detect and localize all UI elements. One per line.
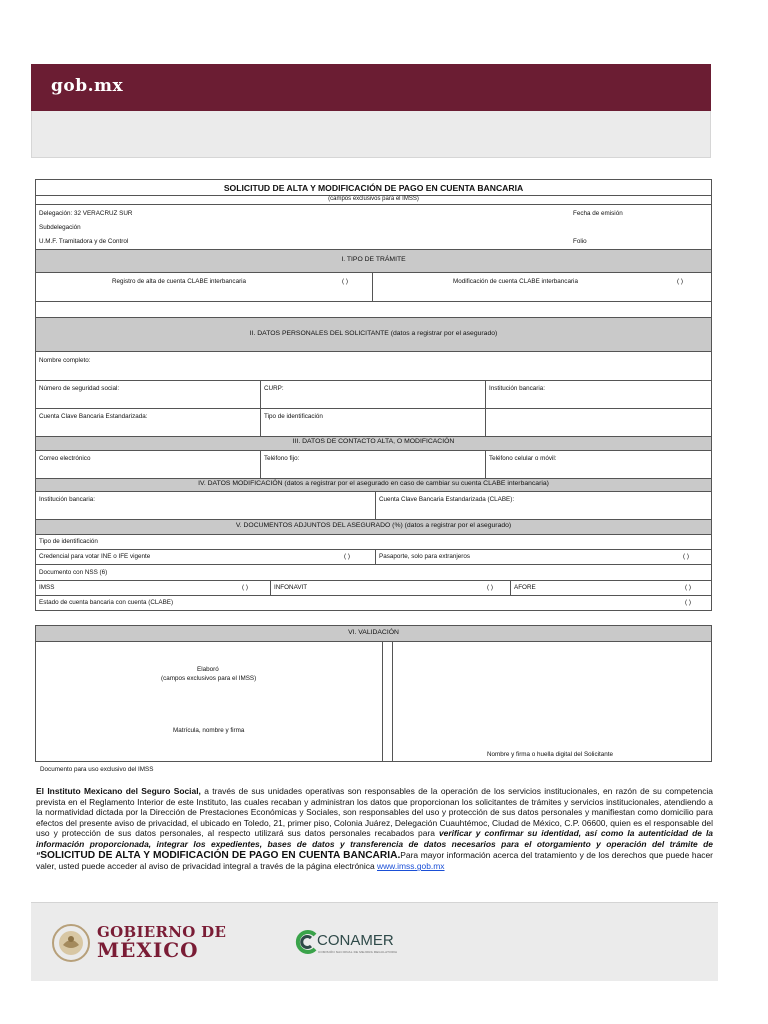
doc-imss-checkbox[interactable]: ( )	[242, 584, 248, 591]
form-title-row	[36, 180, 711, 196]
nss-cell[interactable]	[36, 381, 261, 408]
doc-infonavit-label: INFONAVIT	[274, 584, 308, 591]
nombre-row[interactable]	[36, 352, 711, 381]
correo-label: Correo electrónico	[39, 455, 91, 462]
tipo-id-cell[interactable]	[261, 409, 486, 436]
contacto-row	[36, 451, 711, 479]
tipo-id-label: Tipo de identificación	[264, 413, 323, 420]
firma-label: Nombre y firma o huella digital del Solicitante	[487, 751, 613, 758]
header-info-block	[36, 205, 711, 250]
privacy-text-2: Para mayor información acerca del tratamiento y de los derechos que puede hacer valer, usted puede acceder al aviso de privacidad integral a través de la página electrónica	[36, 849, 713, 872]
conamer-logo-text: CONAMER	[317, 932, 394, 949]
mexico-seal-icon	[51, 923, 91, 963]
subdelegacion-label: Subdelegación	[39, 224, 81, 231]
gob-mx-logo[interactable]: gob.mx	[51, 76, 124, 96]
modificacion-checkbox[interactable]: ( )	[677, 278, 683, 285]
modificacion-label: Modificación de cuenta CLABE interbancaria	[453, 278, 578, 285]
nombre-label: Nombre completo:	[39, 357, 91, 364]
imss-note-row	[36, 196, 711, 205]
alta-checkbox[interactable]: ( )	[342, 278, 348, 285]
doc-ine-label: Credencial para votar INE o IFE vigente	[39, 553, 151, 560]
elaboro-label: Elaboró	[197, 666, 219, 673]
validacion-row	[36, 642, 711, 762]
correo-cell[interactable]	[36, 451, 261, 478]
section-documentos	[36, 520, 711, 535]
tel-movil-label: Teléfono celular o móvil:	[489, 455, 557, 462]
doc-pasaporte-cell[interactable]	[376, 550, 713, 564]
doc-afore-label: AFORE	[514, 584, 536, 591]
header-bar	[31, 64, 711, 111]
mod-clabe-label: Cuenta Clave Bancaria Estandarizada (CLABE):	[379, 496, 515, 503]
doc-ine-cell[interactable]	[36, 550, 376, 564]
doc-pasaporte-label: Pasaporte, solo para extranjeros	[379, 553, 471, 560]
section-title: IV. DATOS MODIFICACIÓN (datos a registrar por el asegurado en caso de cambiar su cuenta CLABE interbancaria)	[198, 480, 549, 487]
section-validacion	[36, 626, 711, 642]
alta-label: Registro de alta de cuenta CLABE interbancaria	[112, 278, 247, 285]
doc-estado-row[interactable]	[36, 596, 711, 611]
nss-label: Número de seguridad social:	[39, 385, 120, 392]
privacy-emphasis: verificar y confirmar su identidad, así como la autenticidad de la información proporcionada, integrar los expedientes, bases de datos y transferencia de datos necesarios para el otorgamiento y operación del trámite de “	[36, 828, 713, 860]
doc-estado-checkbox[interactable]: ( )	[685, 599, 691, 606]
gob-line-2: MÉXICO	[97, 938, 199, 962]
mod-clabe-cell[interactable]	[376, 492, 713, 519]
elaboro-cell[interactable]	[36, 642, 383, 762]
form-validacion	[35, 625, 712, 762]
umf-label: U.M.F. Tramitadora y de Control	[39, 238, 129, 245]
section-title: VI. VALIDACIÓN	[348, 629, 399, 636]
matricula-label: Matrícula, nombre y firma	[173, 727, 245, 734]
mod-institucion-cell[interactable]	[36, 492, 376, 519]
doc-infonavit-checkbox[interactable]: ( )	[487, 584, 493, 591]
mod-institucion-label: Institución bancaria:	[39, 496, 96, 503]
privacy-notice	[36, 786, 713, 872]
section-contacto	[36, 437, 711, 451]
alta-cell[interactable]	[36, 273, 373, 301]
section-datos-personales	[36, 318, 711, 352]
header-subbar	[31, 111, 711, 158]
curp-label: CURP:	[264, 385, 284, 392]
curp-cell[interactable]	[261, 381, 486, 408]
institucion-cell[interactable]	[486, 381, 713, 408]
privacy-org: El Instituto Mexicano del Seguro Social,	[36, 786, 201, 796]
doc-ine-row	[36, 550, 711, 565]
clabe-cell[interactable]	[36, 409, 261, 436]
section-title: II. DATOS PERSONALES DEL SOLICITANTE (datos a registrar por el asegurado)	[249, 330, 498, 337]
tel-fijo-label: Teléfono fijo:	[264, 455, 300, 462]
doc-estado-label: Estado de cuenta bancaria con cuenta (CLABE)	[39, 599, 174, 606]
conamer-subtitle: COMISIÓN NACIONAL DE MEJORA REGULATORIA	[318, 950, 398, 954]
doc-nss-row	[36, 565, 711, 581]
gobierno-mexico-logo	[97, 923, 227, 962]
form-title: SOLICITUD DE ALTA Y MODIFICACIÓN DE PAGO EN CUENTA BANCARIA	[223, 183, 524, 193]
privacy-tramite: SOLICITUD DE ALTA Y MODIFICACIÓN DE PAGO EN CUENTA BANCARIA.	[40, 849, 401, 861]
doc-note: Documento para uso exclusivo del IMSS	[40, 766, 154, 773]
institucion-label: Institución bancaria:	[489, 385, 546, 392]
clabe-row	[36, 409, 711, 437]
elaboro-note: (campos exclusivos para el IMSS)	[161, 675, 257, 682]
doc-afore-cell[interactable]	[511, 581, 713, 595]
modificacion-row	[36, 492, 711, 520]
doc-imss-label: IMSS	[39, 584, 55, 591]
tel-fijo-cell[interactable]	[261, 451, 486, 478]
doc-pasaporte-checkbox[interactable]: ( )	[683, 553, 689, 560]
section-title: V. DOCUMENTOS ADJUNTOS DEL ASEGURADO (%) (datos a registrar por el asegurado)	[235, 522, 512, 529]
spacer-row	[36, 302, 711, 318]
divider-cell	[383, 642, 393, 762]
firma-cell[interactable]	[393, 642, 713, 762]
doc-afore-checkbox[interactable]: ( )	[685, 584, 691, 591]
folio-label: Folio	[573, 238, 587, 245]
section-title: III. DATOS DE CONTACTO ALTA, O MODIFICACIÓN	[292, 438, 455, 445]
footer-bar	[31, 902, 718, 981]
tramite-row	[36, 273, 711, 302]
delegacion-label: Delegación: 32 VERACRUZ SUR	[39, 210, 133, 217]
doc-imss-cell[interactable]	[36, 581, 271, 595]
tel-movil-cell[interactable]	[486, 451, 713, 478]
gob-line-1: GOBIERNO DE	[97, 923, 227, 941]
empty-cell	[486, 409, 713, 436]
doc-tipo-row	[36, 535, 711, 550]
doc-tipo-label: Tipo de identificación	[39, 538, 98, 545]
doc-nss-label: Documento con NSS (6)	[39, 569, 108, 576]
form-main	[35, 179, 712, 611]
doc-ine-checkbox[interactable]: ( )	[344, 553, 350, 560]
nss-row	[36, 381, 711, 409]
doc-infonavit-cell[interactable]	[271, 581, 511, 595]
clabe-label: Cuenta Clave Bancaria Estandarizada:	[39, 413, 148, 420]
imss-note: (campos exclusivos para el IMSS)	[328, 196, 419, 202]
section-tipo-tramite	[36, 250, 711, 273]
imss-link[interactable]: www.imss.gob.mx	[377, 861, 445, 872]
fecha-emision-label: Fecha de emisión	[573, 210, 623, 217]
modificacion-cell[interactable]	[373, 273, 713, 301]
section-modificacion	[36, 479, 711, 492]
section-title: I. TIPO DE TRÁMITE	[341, 256, 406, 263]
doc-entidades-row	[36, 581, 711, 596]
privacy-text-1: a través de sus unidades operativas son responsables de la operación de los servicios institucionales, en razón de su competencia prevista en el Reglamento Interior de este Instituto, las cuales recaban y administran los datos que proporcionan los solicitantes de trámites y servicios institucionales, atendiendo a la normatividad dictada por la Dirección de Prestaciones Económicas y Sociales, son responsables del uso y protección de sus datos personales y manifiestan como domicilio para efectos del presente aviso de privacidad, el ubicado en Toledo, 21, primer piso, Colonia Juárez, Delegación Cuauhtémoc, Ciudad de México, C.P. 06600, quien es el responsable del uso y protección de sus datos personales, al respecto utilizará sus datos personales recabados para	[36, 786, 714, 839]
